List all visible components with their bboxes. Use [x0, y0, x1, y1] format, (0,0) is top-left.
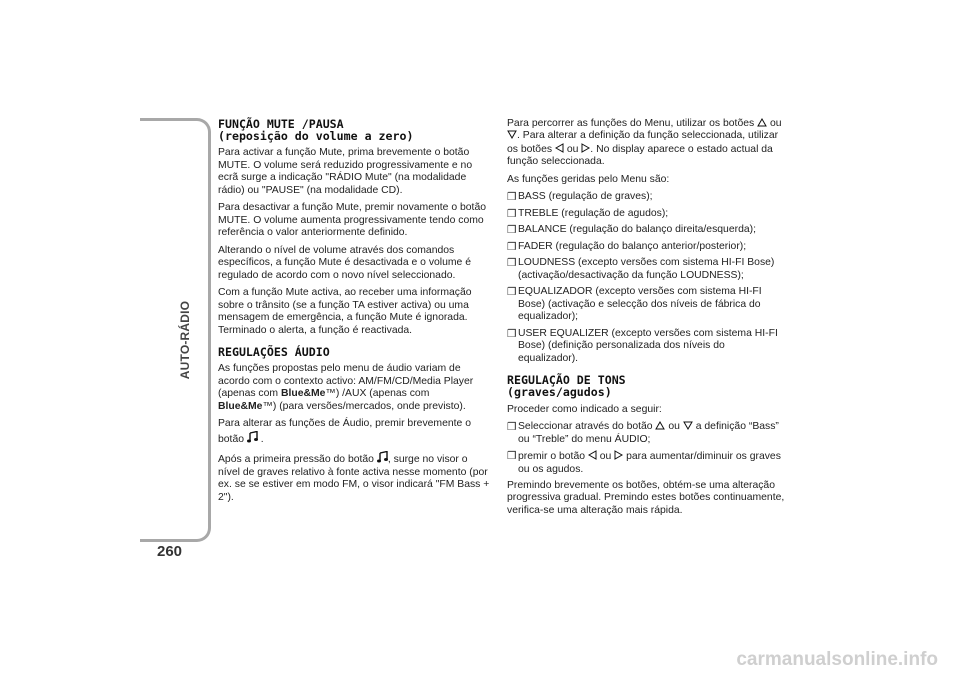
text-run: ou: [599, 451, 612, 463]
list-item-text: LOUDNESS (excepto versões com sistema HI-FI Bose) (activação/desactivação da função LOUDNESS);: [518, 257, 775, 281]
heading-mute: [218, 118, 490, 142]
list-item: [507, 450, 787, 476]
list-item: [507, 257, 787, 282]
music-note-icon: [377, 454, 388, 465]
checkbox-bullet-icon: ❒: [507, 225, 517, 237]
paragraph-audio-button: [218, 418, 490, 446]
right-column: [507, 118, 787, 522]
checkbox-bullet-icon: ❒: [507, 192, 517, 204]
heading-tones-line2: (graves/agudos): [507, 385, 612, 400]
checkbox-bullet-icon: ❒: [507, 451, 517, 463]
heading-tones: [507, 374, 787, 398]
text-run: Para alterar as funções de Áudio, premir brevemente o botão: [218, 418, 471, 445]
arrow-down-icon: [507, 130, 517, 141]
text-run: As funções propostas pelo menu de áudio variam de acordo com o contexto activo: AM/FM/CD/Media Player (apenas com: [218, 363, 474, 400]
paragraph-audio-context: [218, 363, 490, 413]
section-tab-label: AUTO-RÁDIO: [178, 300, 192, 380]
list-item-text: EQUALIZADOR (excepto versões com sistema HI-FI Bose) (activação e selecção dos níveis de fábrica do equalizador);: [518, 286, 762, 323]
checkbox-bullet-icon: ❒: [507, 328, 517, 340]
list-item-text: BALANCE (regulação do balanço direita/esquerda);: [518, 224, 756, 236]
heading-audio: REGULAÇÕES ÁUDIO: [218, 345, 330, 360]
text-run: para aumentar/diminuir os graves ou os agudos.: [518, 451, 781, 475]
checkbox-bullet-icon: ❒: [507, 258, 517, 270]
list-item-text: TREBLE (regulação de agudos);: [518, 207, 669, 219]
text-run: . Para alterar a definição da função seleccionada, utilizar os botões: [507, 130, 779, 155]
arrow-left-icon: [555, 144, 564, 155]
paragraph: As funções geridas pelo Menu são:: [507, 173, 670, 185]
paragraph: Premindo brevemente os botões, obtém-se uma alteração progressiva gradual. Premindo estes botões continuamente, verifica-se uma alteração mais rápida.: [507, 480, 785, 516]
brand-blueme: Blue&Me: [280, 388, 326, 400]
list-item-text: BASS (regulação de graves);: [518, 191, 653, 203]
arrow-up-icon: [757, 118, 767, 129]
arrow-up-icon: [655, 421, 665, 432]
checkbox-bullet-icon: ❒: [507, 422, 517, 434]
text-run: Para percorrer as funções do Menu, utilizar os botões: [507, 118, 755, 129]
paragraph: Para desactivar a função Mute, premir novamente o botão MUTE. O volume aumenta progressivamente tendo como referência o valor anteriormente definido.: [218, 202, 486, 239]
list-item: [507, 328, 787, 365]
text-run: premir o botão: [518, 451, 585, 463]
heading-tones-line1: REGULAÇÃO DE TONS: [507, 373, 626, 388]
page-number: 260: [157, 543, 183, 560]
list-item-text: USER EQUALIZER (excepto versões com sistema HI-FI Bose) (definição personalizada dos níveis do equalizador).: [518, 327, 778, 364]
list-item: [507, 241, 787, 253]
heading-mute-line1: FUNÇÃO MUTE /PAUSA: [218, 117, 344, 131]
paragraph-menu-navigation: [507, 118, 787, 169]
list-item: [507, 286, 787, 323]
text-run: ou: [566, 143, 579, 155]
arrow-right-icon: [581, 144, 590, 155]
text-run: ™) (para versões/mercados, onde previsto).: [262, 400, 466, 412]
checkbox-bullet-icon: ❒: [507, 241, 517, 253]
paragraph: Com a função Mute activa, ao receber uma informação sobre o trânsito (se a função TA estiver activa) ou uma mensagem de emergência, a função Mute é ignorada. Terminado o alerta, a função é reactivada.: [218, 287, 472, 336]
left-column: [218, 118, 490, 509]
section-tab: [170, 300, 200, 380]
checkbox-bullet-icon: ❒: [507, 287, 517, 299]
list-item-text: FADER (regulação do balanço anterior/posterior);: [518, 240, 747, 252]
paragraph: Alterando o nível de volume através dos comandos específicos, a função Mute é desactivada e o volume é regulado de acordo com o novo nível seleccionado.: [218, 244, 471, 281]
arrow-left-icon: [588, 451, 597, 462]
text-run: ou: [668, 421, 680, 433]
music-note-icon: [247, 434, 258, 445]
watermark: carmanualsonline.info: [736, 649, 938, 670]
paragraph: Proceder como indicado a seguir:: [507, 403, 662, 415]
arrow-down-icon: [683, 421, 693, 432]
list-item: [507, 224, 787, 236]
text-run: , surge no visor o nível de graves relativo à fonte activa nesse momento (por ex. se se estiver em modo FM, o visor indicará "FM Bass + 2").: [218, 454, 490, 503]
text-run: Seleccionar através do botão: [518, 421, 653, 433]
list-item: [507, 208, 787, 220]
text-run: . No display aparece o estado actual da função seleccionada.: [507, 143, 773, 168]
paragraph: Para activar a função Mute, prima brevemente o botão MUTE. O volume será reduzido progressivamente e no ecrã surge a indicação "RÁDIO Mute" (na modalidade rádio) ou "PAUSE" (na modalidade CD).: [218, 147, 473, 196]
arrow-right-icon: [614, 451, 623, 462]
brand-blueme: Blue&Me: [218, 400, 263, 412]
text-run: ou: [769, 118, 782, 129]
list-item: [507, 191, 787, 203]
heading-mute-line2: (reposição do volume a zero): [218, 129, 414, 144]
text-run: ™) /AUX (apenas com: [325, 388, 430, 400]
list-item: [507, 421, 787, 446]
paragraph-first-press: [218, 451, 490, 504]
text-run: .: [260, 433, 264, 445]
text-run: a definição “Bass” ou “Treble” do menu ÁUDIO;: [518, 421, 779, 445]
checkbox-bullet-icon: ❒: [507, 208, 517, 220]
text-run: Após a primeira pressão do botão: [218, 454, 374, 466]
